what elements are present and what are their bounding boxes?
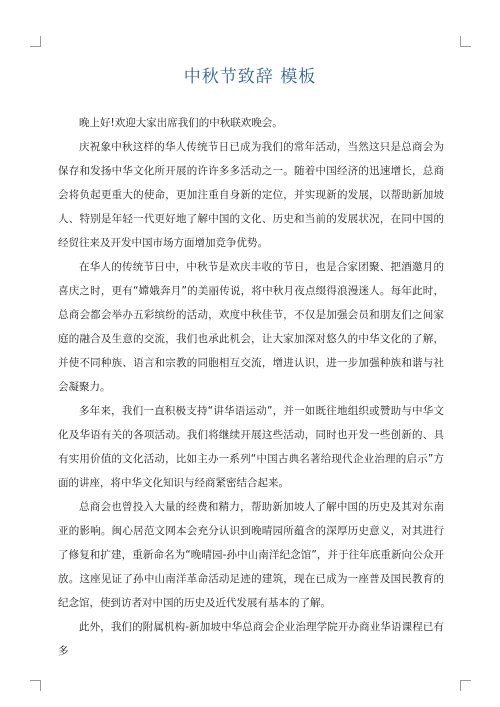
crop-mark-top-right (460, 36, 471, 47)
paragraph: 在华人的传统节日中，中秋节是欢庆丰收的节日，也是合家团聚、把酒邀月的喜庆之时，更有“嫦娥奔月”的美丽传说，将中秋月夜点缀得浪漫迷人。每年此时，总商会都会举办五彩缤纷的活动，欢度中秋佳节，不仅是加强会员和朋友们之间家庭的融合及生意的交流，我们也承此机会，让大家加深对悠久的中华文化的了解，并使不同种族、语言和宗教的同胞相互交流，增进认识，进一步加强种族和谐与社会凝聚力。 (58, 261, 444, 393)
crop-mark-bottom-right (460, 680, 471, 691)
paragraph-greeting: 晚上好!欢迎大家出席我们的中秋联欢晚会。 (79, 117, 283, 129)
paragraph: 庆祝象中秋这样的华人传统节日已成为我们的常年活动，当然这只是总商会为保存和发扬中华文化所开展的许许多多活动之一。随着中国经济的迅速增长，总商会将负起更重大的使命，更加注重自身新的定位，并实现新的发展，以帮助新加坡人、特别是年轻一代更好地了解中国的文化、历史和当前的发展状况，在同中国的经贸往来及开发中国市场方面增加竞争优势。 (58, 141, 444, 249)
document-title: 中秋节致辞 模板 (183, 67, 317, 87)
crop-mark-top-left (30, 36, 41, 47)
document-body (58, 111, 444, 663)
paragraph: 总商会也曾投入大量的经费和精力，帮助新加坡人了解中国的历史及其对东南亚的影响。闽心居范文网本会充分认识到晚晴园所蕴含的深厚历史意义，对其进行了修复和扩建，重新命名为“晚晴园-孙中山南洋纪念馆”，并于往年底重新向公众开放。这座见证了孙中山南洋革命活动足迹的建筑，现在已成为一座普及国民教育的纪念馆，使到访者对中国的历史及近代发展有基本的了解。 (58, 501, 444, 609)
crop-mark-bottom-left (30, 680, 41, 691)
paragraph: 多年来，我们一直积极支持“讲华语运动”，并一如既往地组织或赞助与中华文化及华语有关的各项活动。我们将继续开展这些活动，同时也开发一些创新的、具有实用价值的文化活动，比如主办一系列“中国古典名著给现代企业治理的启示”方面的讲座，将中华文化知识与经商紧密结合起来。 (58, 405, 444, 489)
paragraph: 此外，我们的附属机构-新加坡中华总商会企业治理学院开办商业华语课程已有多 (58, 621, 444, 657)
